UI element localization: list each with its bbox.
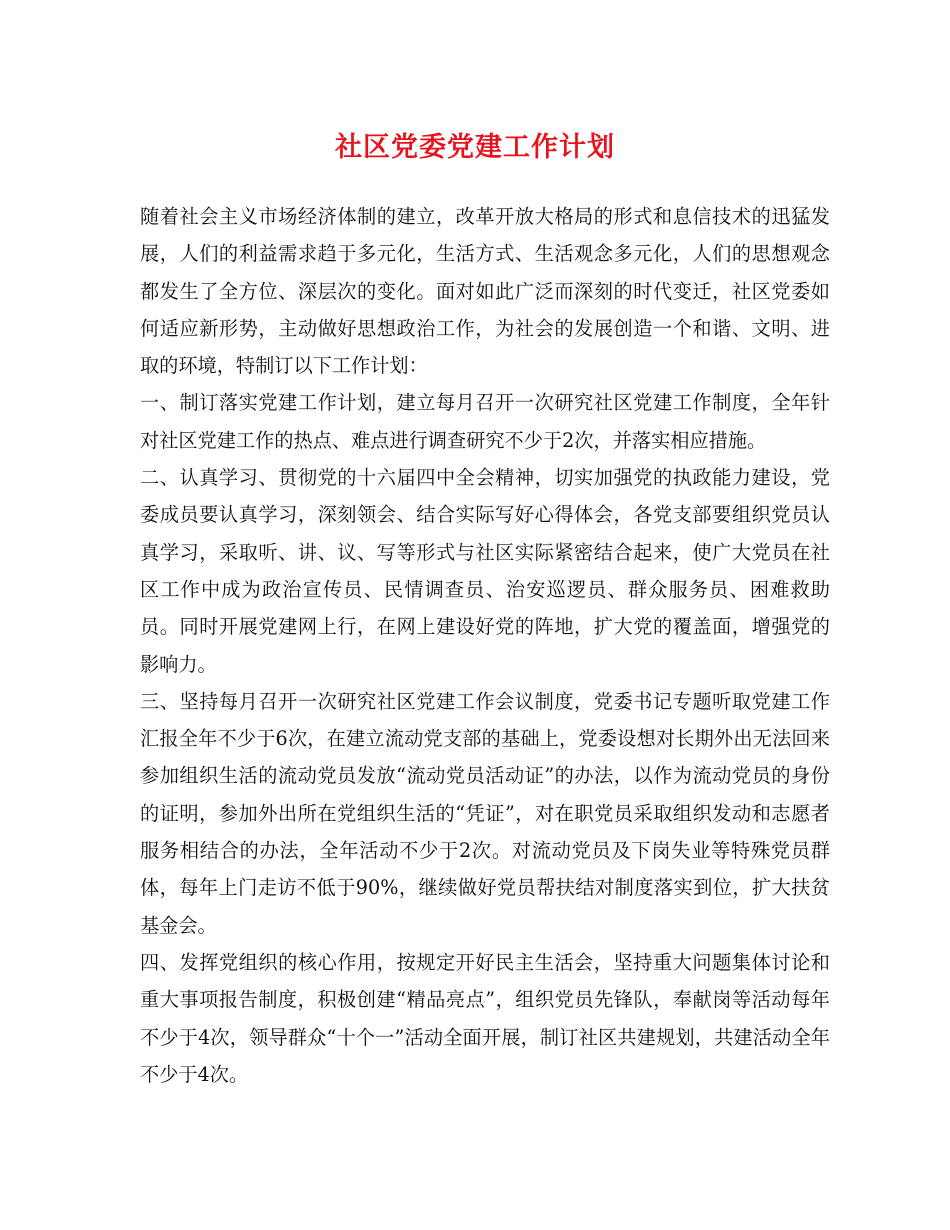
paragraph-item-2: 二、认真学习、贯彻党的十六届四中全会精神，切实加强党的执政能力建设，党委成员要认真学习，深刻领会、结合实际写好心得体会，各党支部要组织党员认真学习，采取听、讲、议、写等形式与社区实际紧密结合起来，使广大党员在社区工作中成为政治宣传员、民情调查员、治安巡逻员、群众服务员、困难救助员。同时开展党建网上行，在网上建设好党的阵地，扩大党的覆盖面，增强党的影响力。 — [140, 466, 830, 676]
document-body — [140, 198, 830, 1093]
paragraph-item-4: 四、发挥党组织的核心作用，按规定开好民主生活会，坚持重大问题集体讨论和重大事项报告制度，积极创建“精品亮点”，组织党员先锋队，奉献岗等活动每年不少于4次，领导群众“十个一”活动全面开展，制订社区共建规划，共建活动全年不少于4次。 — [140, 950, 830, 1086]
document-title: 社区党委党建工作计划 — [335, 132, 615, 163]
paragraph-item-1: 一、制订落实党建工作计划，建立每月召开一次研究社区党建工作制度，全年针对社区党建工作的热点、难点进行调查研究不少于2次，并落实相应措施。 — [140, 391, 830, 452]
paragraph-intro: 随着社会主义市场经济体制的建立，改革开放大格局的形式和息信技术的迅猛发展，人们的利益需求趋于多元化，生活方式、生活观念多元化，人们的思想观念都发生了全方位、深层次的变化。面对如此广泛而深刻的时代变迁，社区党委如何适应新形势，主动做好思想政治工作，为社会的发展创造一个和谐、文明、进取的环境，特制订以下工作计划： — [140, 205, 830, 378]
paragraph-item-3: 三、坚持每月召开一次研究社区党建工作会议制度，党委书记专题听取党建工作汇报全年不少于6次，在建立流动党支部的基础上，党委设想对长期外出无法回来参加组织生活的流动党员发放“流动党员活动证”的办法，以作为流动党员的身份的证明，参加外出所在党组织生活的“凭证”，对在职党员采取组织发动和志愿者服务相结合的办法，全年活动不少于2次。对流动党员及下岗失业等特殊党员群体，每年上门走访不低于90%，继续做好党员帮扶结对制度落实到位，扩大扶贫基金会。 — [140, 689, 830, 937]
